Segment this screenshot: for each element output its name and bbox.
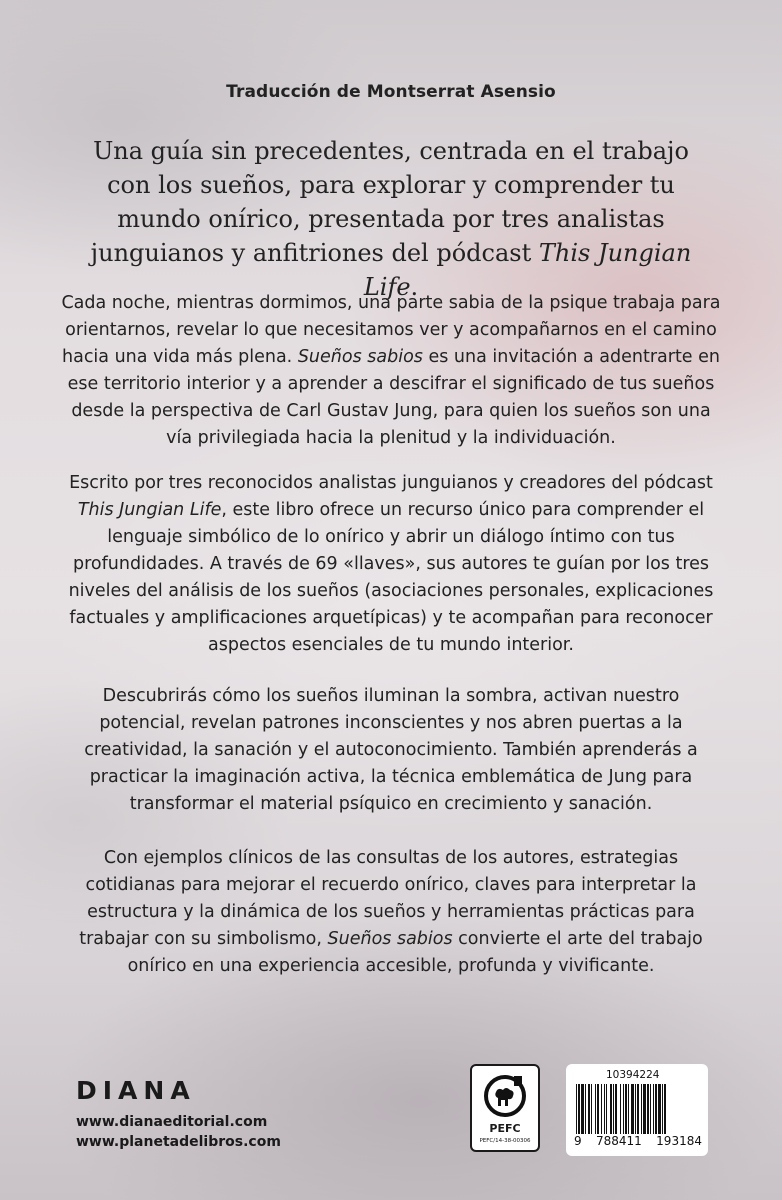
publisher-url[interactable]: www.dianaeditorial.com xyxy=(76,1114,268,1130)
book-title: Sueños sabios xyxy=(297,347,423,367)
barcode-bar xyxy=(620,1084,621,1134)
barcode-bar xyxy=(635,1084,636,1134)
paragraph-1 xyxy=(60,290,722,452)
barcode-bar xyxy=(650,1084,651,1134)
paragraph-4-text-a: Con ejemplos clínicos de las consultas de los autores, estrategias cotidianas para mejorar el recuerdo onírico, claves para interpretar la estructura y la dinámica de los sueños y herramientas prácticas para trabajar con su simbolismo, xyxy=(79,848,697,949)
publisher-logo: DIANA xyxy=(76,1076,196,1105)
barcode-bar xyxy=(601,1084,602,1134)
barcode-bar xyxy=(606,1084,607,1134)
barcode-bar xyxy=(637,1084,639,1134)
barcode-bar xyxy=(588,1084,590,1134)
podcast-title: This Jungian Life xyxy=(77,500,222,520)
barcode-bar xyxy=(662,1084,663,1134)
barcode-bar xyxy=(604,1084,605,1134)
paragraph-4 xyxy=(60,845,722,980)
pefc-code: PEFC/14-38-00306 xyxy=(479,1138,531,1144)
barcode-bar xyxy=(631,1084,634,1134)
barcode-bar xyxy=(576,1084,577,1134)
pefc-label-box xyxy=(470,1064,540,1152)
isbn-prefix: 9 xyxy=(574,1134,582,1148)
isbn-group-2: 193184 xyxy=(656,1134,702,1148)
barcode-bar xyxy=(613,1084,614,1134)
barcode-bar xyxy=(595,1084,596,1134)
barcode-bar xyxy=(585,1084,586,1134)
book-title: Sueños sabios xyxy=(327,929,453,949)
paragraph-2 xyxy=(60,470,722,659)
barcode-bar xyxy=(615,1084,617,1134)
podcast-title: This Jungian Life xyxy=(363,239,692,301)
lead-blurb xyxy=(90,134,692,304)
pefc-label: PEFC xyxy=(489,1122,521,1135)
barcode-bar xyxy=(643,1084,646,1134)
paragraph-2-text-a: Escrito por tres reconocidos analistas junguianos y creadores del pódcast xyxy=(69,473,713,493)
pefc-tree-icon xyxy=(484,1074,526,1118)
paragraph-1-text-b: es una invitación a adentrarte en ese territorio interior y a aprender a descifrar el significado de tus sueños desde la perspectiva de Carl Gustav Jung, para quien los sueños son una vía privilegiada hacia la plenitud y la individuación. xyxy=(67,347,720,448)
barcode-bar xyxy=(625,1084,627,1134)
isbn-digits xyxy=(574,1134,702,1148)
barcode-icon xyxy=(576,1084,700,1134)
lead-end: . xyxy=(410,273,419,301)
isbn-group-1: 788411 xyxy=(596,1134,642,1148)
barcode-bar xyxy=(591,1084,592,1134)
barcode-bar xyxy=(610,1084,612,1134)
paragraph-2-text-b: , este libro ofrece un recurso único para comprender el lenguaje simbólico de lo onírico y abrir un diálogo íntimo con tus profundidades. A través de 69 «llaves», sus autores te guían por los tres niveles del análisis de los sueños (asociaciones personales, explicaciones factuales y amplificaciones arquetípicas) y te acompañan para reconocer aspectos esenciales de tu mundo interior. xyxy=(68,500,714,655)
barcode-bar xyxy=(658,1084,661,1134)
barcode-bar xyxy=(623,1084,624,1134)
internal-code: 10394224 xyxy=(606,1069,660,1081)
paragraph-4-text-b: convierte el arte del trabajo onírico en una experiencia accesible, profunda y vivificante. xyxy=(127,929,703,976)
barcode-bar xyxy=(653,1084,654,1134)
translator-credit: Traducción de Montserrat Asensio xyxy=(226,82,556,102)
lead-text: Una guía sin precedentes, centrada en el trabajo con los sueños, para explorar y comprender tu mundo onírico, presentada por tres analistas junguianos y anfitriones del pódcast xyxy=(90,137,689,267)
publisher-url[interactable]: www.planetadelibros.com xyxy=(76,1134,281,1150)
barcode-bar xyxy=(628,1084,629,1134)
barcode-bar xyxy=(641,1084,642,1134)
paragraph-3: Descubrirás cómo los sueños iluminan la sombra, activan nuestro potencial, revelan patrones inconscientes y nos abren puertas a la creatividad, la sanación y el autoconocimiento. También aprenderás a practicar la imaginación activa, la técnica emblemática de Jung para transformar el material psíquico en crecimiento y sanación. xyxy=(84,686,698,814)
barcode-bar xyxy=(597,1084,599,1134)
barcode-bar xyxy=(655,1084,657,1134)
barcode-bar xyxy=(647,1084,649,1134)
barcode-bar xyxy=(578,1084,580,1134)
isbn-barcode xyxy=(566,1064,708,1156)
barcode-bar xyxy=(581,1084,584,1134)
paragraph-1-text-a: Cada noche, mientras dormimos, una parte sabia de la psique trabaja para orientarnos, revelar lo que necesitamos ver y acompañarnos en el camino hacia una vida más plena. xyxy=(61,293,721,367)
barcode-bar xyxy=(664,1084,666,1134)
